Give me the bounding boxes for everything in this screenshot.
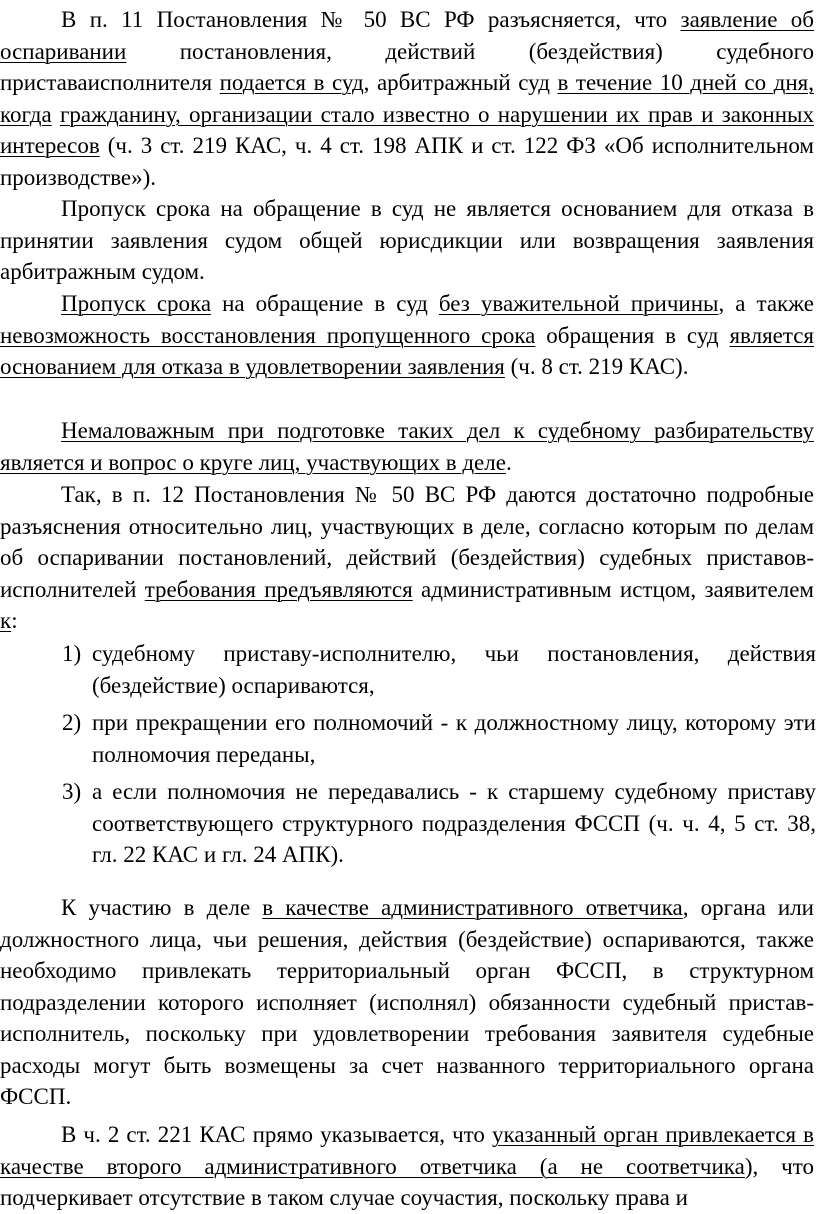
text-run: ), что подчеркивает отсутствие в таком случае соучастия, поскольку права и [0,1153,814,1210]
text-run: , а также [718,291,814,316]
underlined-text: указанный орган привлекается в качестве второго административного ответчика (а не соответчика [0,1122,814,1179]
text-run: Так, в п. 12 Постановления № 50 ВС РФ даются достаточно подробные разъяснения относительно лиц, участвующих в деле, согласно которым по делам об оспаривании постановлений, действий (бездействия) судебных приставов-исполнителей [0,482,814,602]
list-item [0,638,816,701]
underlined-text: к [0,608,12,633]
text-run: К участию в деле [61,895,263,920]
text-run: (ч. 3 ст. 219 КАС, ч. 4 ст. 198 АПК и ст. 122 ФЗ «Об исполнительном производстве»). [0,133,814,190]
list-item [0,707,816,770]
text-run: (ч. 8 ст. 219 КАС). [504,354,689,379]
list-item [0,776,816,871]
underlined-text: невозможность восстановления пропущенного срока [0,322,536,348]
text-run: . [505,449,512,475]
underlined-text: требования предъявляются [144,576,413,602]
underlined-text: в качестве административного ответчика [262,895,683,920]
paragraph-administrative-respondent [0,892,814,1113]
paragraph-missed-deadline [0,193,814,288]
underlined-text: интересов [0,133,100,158]
underlined-text: является основанием для отказа в удовлетворении заявления [0,322,814,379]
text-run: : [11,608,18,633]
paragraph-article-221 [0,1119,814,1214]
paragraph-participants-question [0,415,814,478]
underlined-text: в течение 10 дней со дня, когда [0,70,814,127]
respondents-list [0,638,816,877]
paragraph-clause-12 [0,479,814,637]
list-item-text: судебному приставу-исполнителю, чьи постановления, действия (бездействие) оспариваются, [92,641,816,698]
underlined-text: без уважительной причины [438,291,719,316]
text-run: на обращение в суд [211,291,439,316]
underlined-text: заявление об оспаривании [0,7,814,64]
list-number: 3) [62,779,82,804]
text-run: В ч. 2 ст. 221 КАС прямо указывается, что [61,1122,492,1147]
text-run: Пропуск срока на обращение в суд не является основанием для отказа в принятии заявления судом общей юрисдикции или возвращения заявления арбитражным судом. [0,196,814,284]
underlined-text: Немаловажным при подготовке таких дел к судебному разбирательству является и вопрос о круге лиц, участвующих в деле [0,418,814,475]
text-run [52,102,60,127]
list-number: 1) [62,641,82,666]
text-run: постановления, действий (бездействия) судебного приставаисполнителя [0,38,814,95]
list-number: 2) [62,710,82,735]
underlined-text: Пропуск срока [61,291,212,316]
underlined-text: гражданину, организации стало известно о нарушении их прав и законных [59,101,814,127]
paragraph-clause-11 [0,4,814,193]
paragraph-missed-deadline-refusal [0,288,814,383]
text-run: обращения в суд [535,322,730,348]
text-run: административным истцом, заявителем [412,576,814,602]
underlined-text: подается в суд [219,70,364,95]
text-run: , органа или должностного лица, чьи решения, действия (бездействие) оспариваются, также необходимо привлекать территориальный орган ФССП, в структурном подразделении которого исполняет (исполнял) обязанности судебный пристав-исполнитель, поскольку при удовлетворении требования заявителя судебные расходы могут быть возмещены за счет названного территориального органа ФССП. [0,895,814,1109]
text-run: В п. 11 Постановления № 50 ВС РФ разъясняется, что [61,7,681,32]
text-run: , арбитражный суд [363,70,558,95]
list-item-text: при прекращении его полномочий - к должностному лицу, которому эти полномочия переданы, [92,710,816,767]
list-item-text: а если полномочия не передавались - к старшему судебному приставу соответствующего структурного подразделения ФССП (ч. ч. 4, 5 ст. 38, гл. 22 КАС и гл. 24 АПК). [92,779,816,867]
